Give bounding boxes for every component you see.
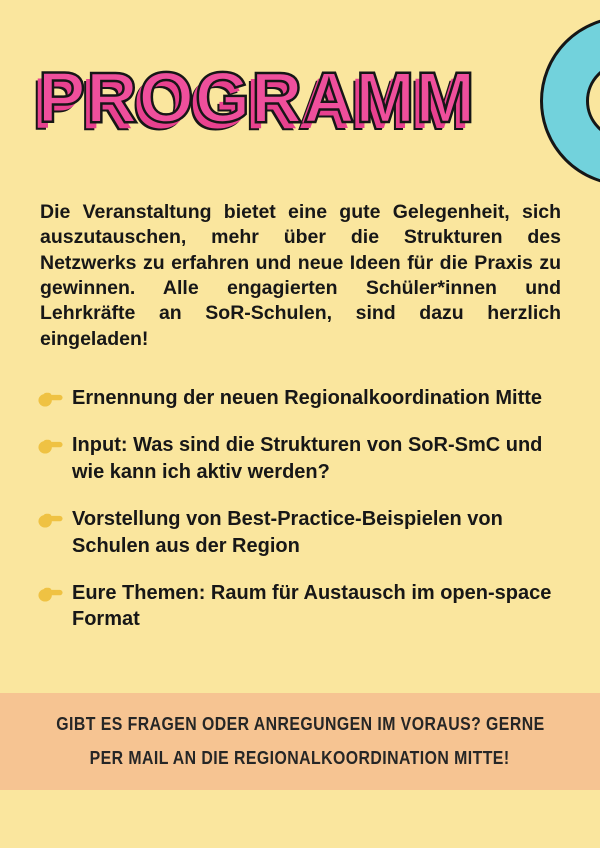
intro-paragraph: Die Veranstaltung bietet eine gute Gelegenheit, sich auszutauschen, mehr über die Strukturen des Netzwerks zu erfahren und neue Ideen für die Praxis zu gewinnen. Alle engagierten Schüler*innen und Lehrkräfte an SoR-Schulen, sind dazu herzlich eingeladen! bbox=[40, 201, 561, 350]
pointing-right-hand-icon bbox=[38, 584, 63, 603]
agenda-list bbox=[38, 385, 570, 654]
agenda-item-text: Eure Themen: Raum für Austausch im open-space Format bbox=[72, 581, 552, 631]
pointing-right-hand-icon bbox=[38, 389, 63, 408]
agenda-item-text: Vorstellung von Best-Practice-Beispielen von Schulen aus der Region bbox=[72, 508, 503, 557]
agenda-item bbox=[38, 385, 570, 411]
agenda-item-text: Ernennung der neuen Regionalkoordination Mitte bbox=[72, 387, 543, 409]
banner-text-line: PER MAIL AN DIE REGIONALKOORDINATION MITTE! bbox=[90, 748, 510, 768]
agenda-item-text: Input: Was sind die Strukturen von SoR-SmC und wie kann ich aktiv werden? bbox=[72, 434, 543, 483]
agenda-item bbox=[38, 506, 570, 559]
agenda-item bbox=[38, 432, 570, 485]
pointing-right-hand-icon bbox=[38, 510, 63, 529]
pointing-right-hand-icon bbox=[38, 436, 63, 455]
banner-text-line: GIBT ES FRAGEN ODER ANREGUNGEN IM VORAUS? GERNE bbox=[55, 714, 545, 734]
page-title: PROGRAMM bbox=[38, 59, 476, 138]
agenda-item bbox=[38, 580, 570, 633]
contact-banner bbox=[0, 693, 600, 790]
